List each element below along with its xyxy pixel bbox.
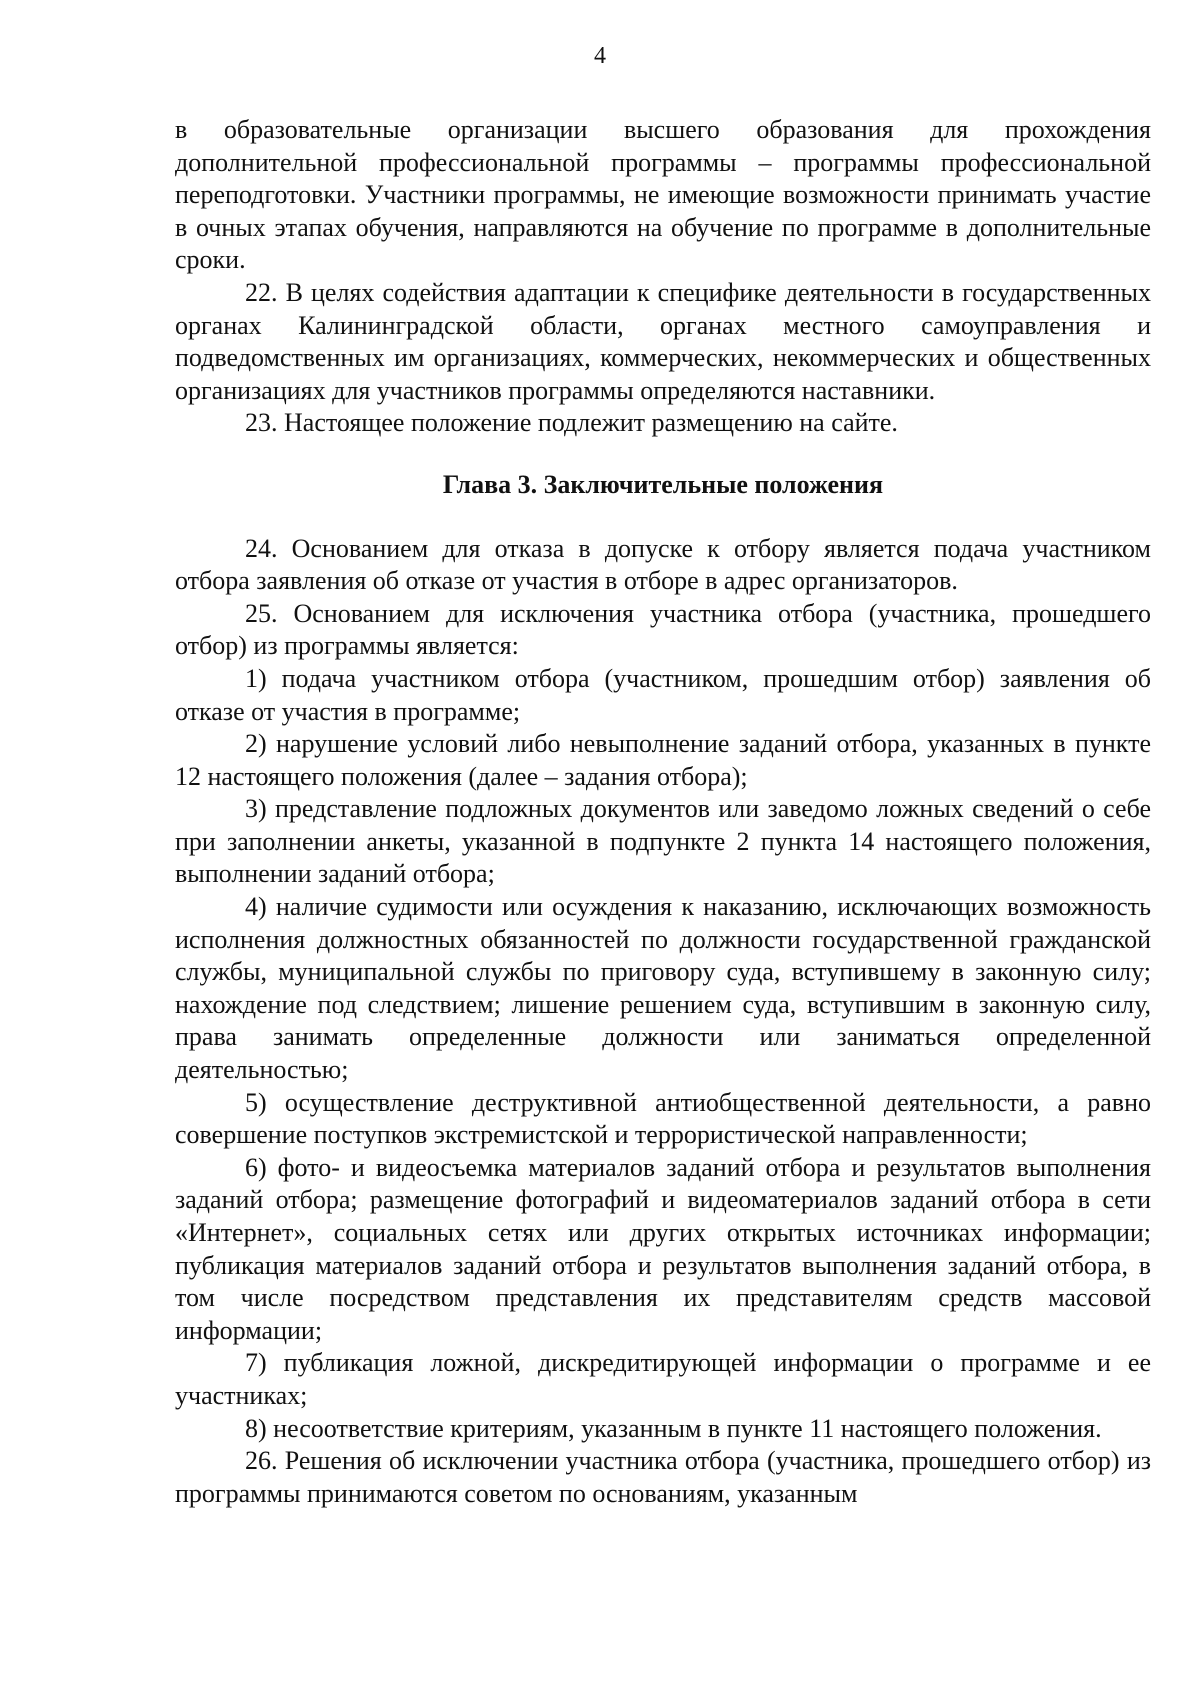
paragraph-24: 24. Основанием для отказа в допуске к отбору является подача участником отбора заявления об отказе от участия в отборе в адрес организаторов. [175,533,1151,596]
paragraph-continuation: в образовательные организации высшего образования для прохождения дополнительной профессиональной программы – программы профессиональной переподготовки. Участники программы, не имеющие возможности принимать участие в очных этапах обучения, направляются на обучение по программе в дополнительные сроки. [175,115,1151,275]
list-item-3: 3) представление подложных документов или заведомо ложных сведений о себе при заполнении анкеты, указанной в подпункте 2 пункта 14 настоящего положения, выполнении заданий отбора; [175,794,1151,889]
chapter-heading: Глава 3. Заключительные положения [442,469,884,499]
paragraph-26: 26. Решения об исключении участника отбора (участника, прошедшего отбор) из программы принимаются советом по основаниям, указанным [175,1446,1151,1508]
list-item-8: 8) несоответствие критериям, указанным в пункте 11 настоящего положения. [245,1413,1102,1443]
list-item-1: 1) подача участником отбора (участником, прошедшим отбор) заявления об отказе от участия в программе; [175,663,1151,726]
paragraph-25: 25. Основанием для исключения участника отбора (участника, прошедшего отбор) из программы является: [175,598,1151,661]
paragraph-22: 22. В целях содействия адаптации к специфике деятельности в государственных органах Калининградской области, органах местного самоуправления и подведомственных им организациях, коммерческих, некоммерческих и общественных организациях для участников программы определяются наставники. [175,277,1151,405]
document-body [175,114,1151,1510]
paragraph-23: 23. Настоящее положение подлежит размещению на сайте. [245,408,898,438]
list-item-2: 2) нарушение условий либо невыполнение заданий отбора, указанных в пункте 12 настоящего положения (далее – задания отбора); [175,729,1151,791]
list-item-6: 6) фото- и видеосъемка материалов заданий отбора и результатов выполнения заданий отбора; размещение фотографий и видеоматериалов заданий отбора в сети «Интернет», социальных сетях или других открытых источниках информации; публикация материалов заданий отбора и результатов выполнения заданий отбора, в том числе посредством представления их представителям средств массовой информации; [175,1152,1151,1345]
list-item-7: 7) публикация ложной, дискредитирующей информации о программе и ее участниках; [175,1348,1151,1410]
page-number: 4 [594,43,606,69]
list-item-5: 5) осуществление деструктивной антиобщественной деятельности, а равно совершение поступков экстремистской и террористической направленности; [175,1087,1151,1150]
list-item-4: 4) наличие судимости или осуждения к наказанию, исключающих возможность исполнения должностных обязанностей по должности государственной гражданской службы, муниципальной службы по приговору суда, вступившему в законную силу; нахождение под следствием; лишение решением суда, вступившим в законную силу, права занимать определенные должности или заниматься определенной деятельностью; [175,892,1151,1085]
